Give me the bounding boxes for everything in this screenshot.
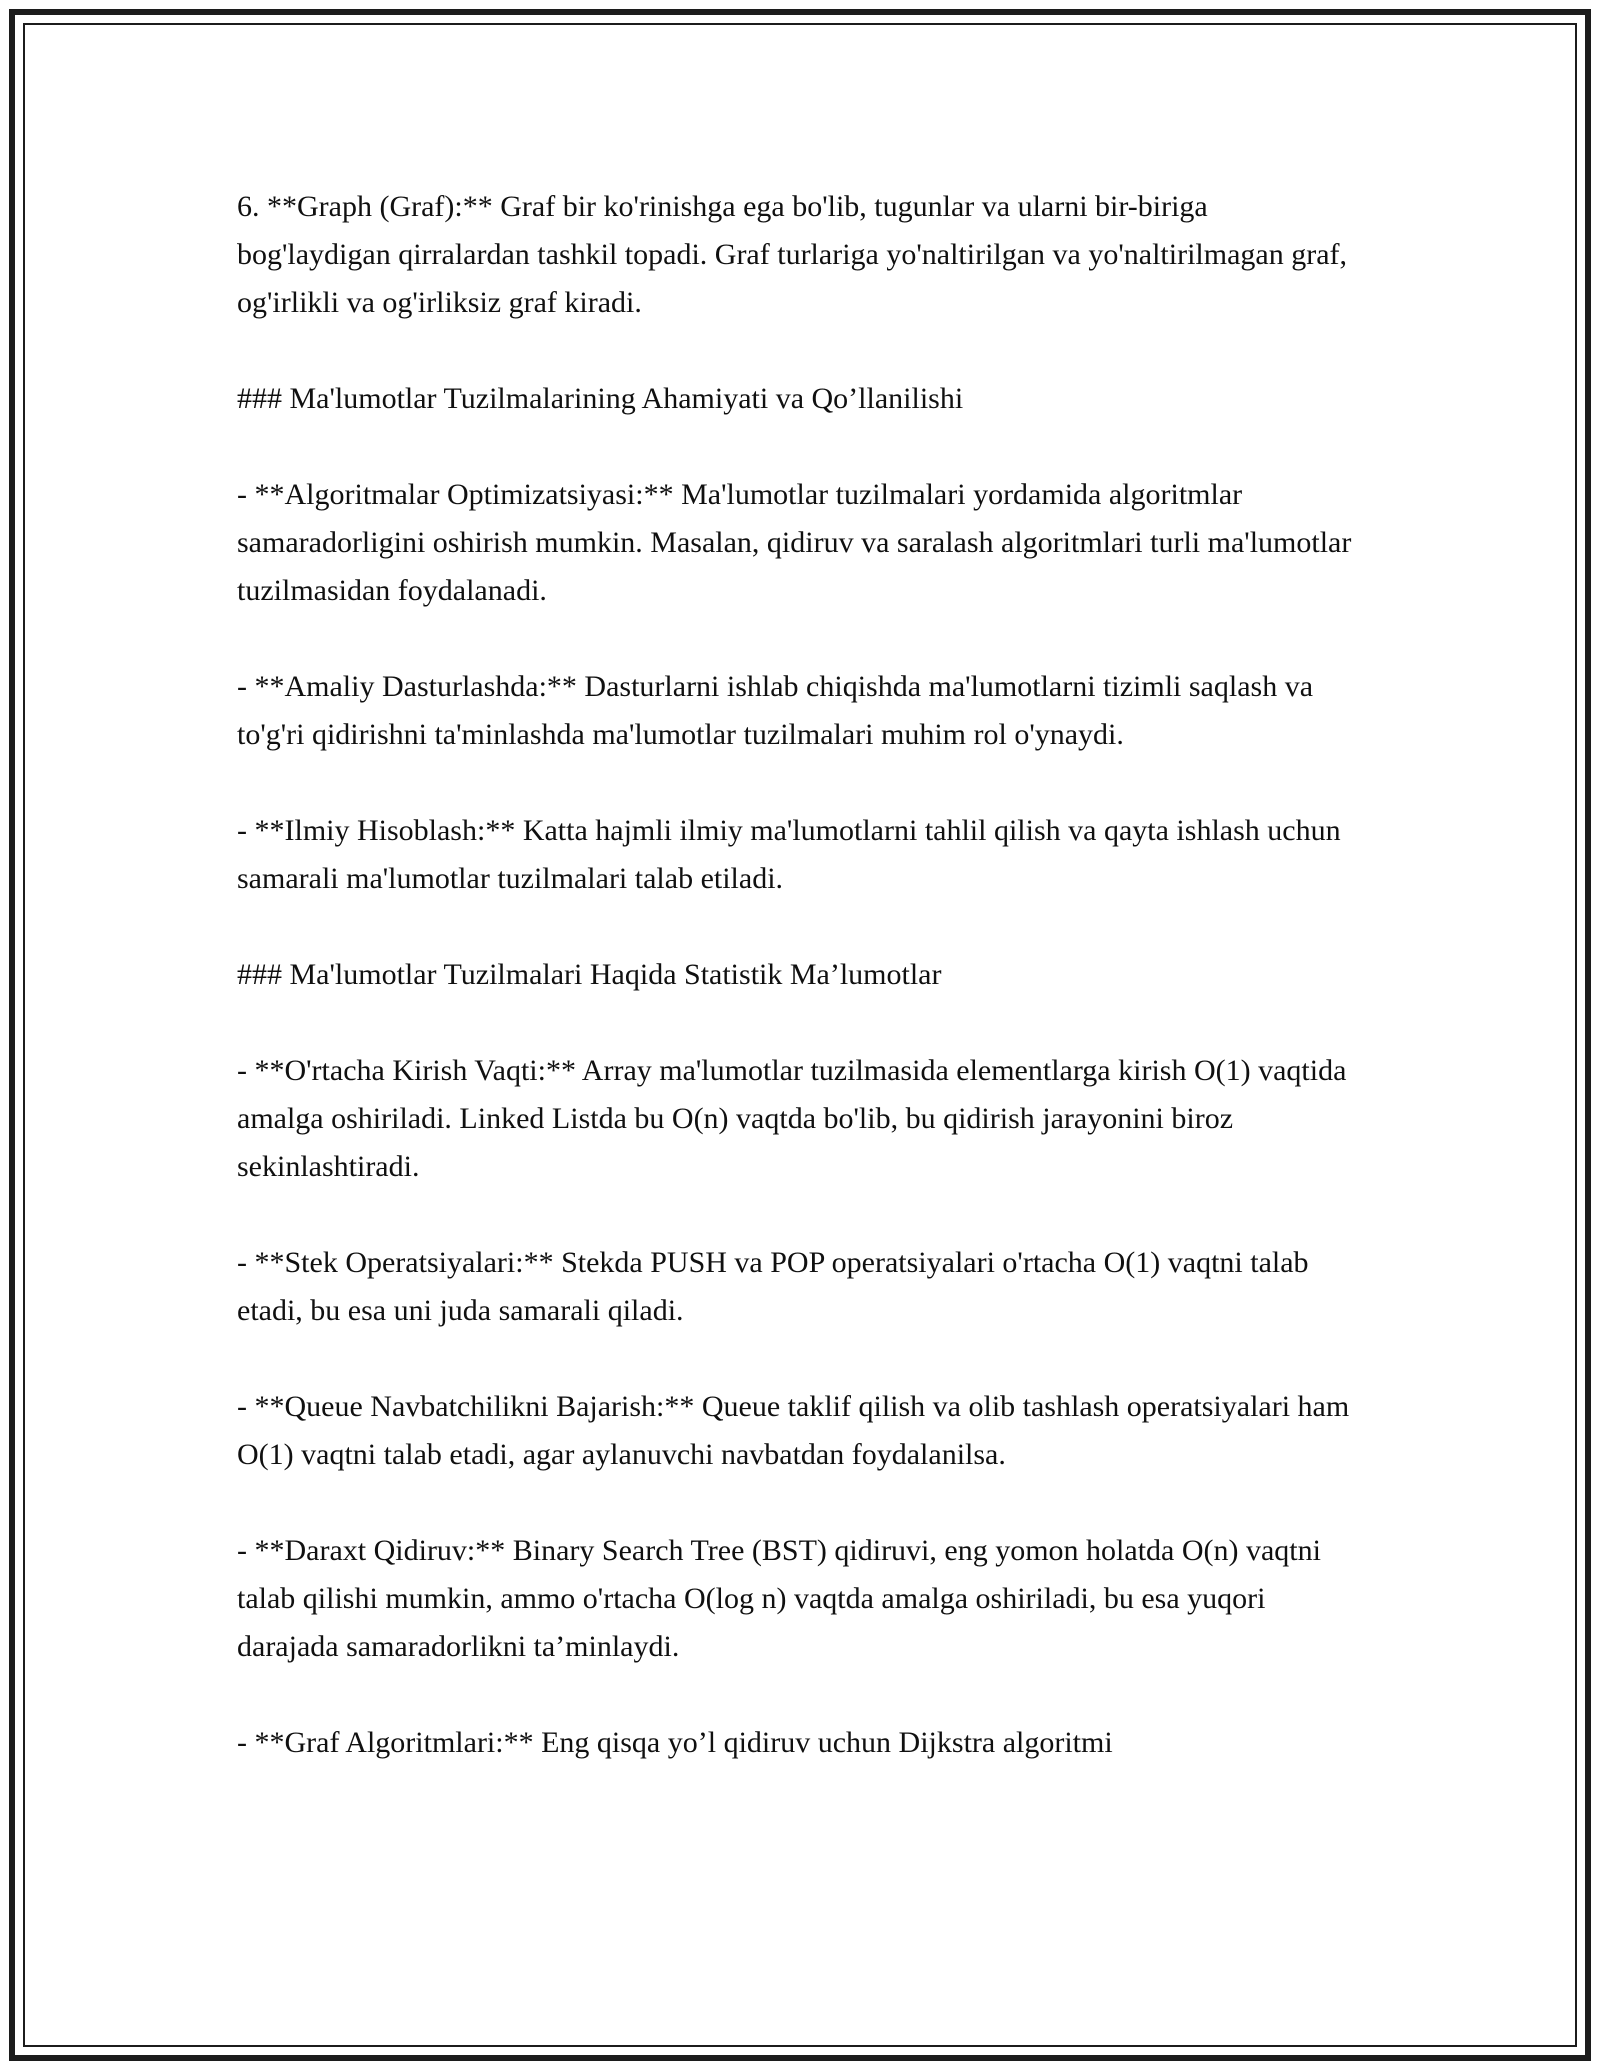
- paragraph-stek-operatsiyalari: - **Stek Operatsiyalari:** Stekda PUSH va POP operatsiyalari o'rtacha O(1) vaqtni talab etadi, bu esa uni juda samarali qiladi.: [237, 1246, 1317, 1327]
- heading-ahamiyati: ### Ma'lumotlar Tuzilmalarining Ahamiyati va Qo’llanilishi: [237, 382, 964, 415]
- page-inner-border: [23, 23, 1577, 2047]
- paragraph-graph-item: 6. **Graph (Graf):** Graf bir ko'rinishga ega bo'lib, tugunlar va ularni bir-biriga bog'laydigan qirralardan tashkil topadi. Graf turlariga yo'naltirilgan va yo'naltirilmagan graf, og'irlikli va og'irliksiz graf kiradi.: [237, 190, 1355, 319]
- paragraph-queue-navbatchilik: - **Queue Navbatchilikni Bajarish:** Queue taklif qilish va olib tashlash operatsiyalari ham O(1) vaqtni talab etadi, agar aylanuvchi navbatdan foydalanilsa.: [237, 1390, 1357, 1471]
- paragraph-ilmiy-hisoblash: - **Ilmiy Hisoblash:** Katta hajmli ilmiy ma'lumotlarni tahlil qilish va qayta ishlash uchun samarali ma'lumotlar tuzilmalari talab etiladi.: [237, 814, 1349, 895]
- page-outer-border: [9, 9, 1591, 2061]
- paragraph-graf-algoritmlari: - **Graf Algoritmlari:** Eng qisqa yo’l qidiruv uchun Dijkstra algoritmi: [237, 1726, 1113, 1759]
- document-content: [25, 25, 1575, 1767]
- paragraph-amaliy-dasturlashda: - **Amaliy Dasturlashda:** Dasturlarni ishlab chiqishda ma'lumotlarni tizimli saqlash va to'g'ri qidirishni ta'minlashda ma'lumotlar tuzilmalari muhim rol o'ynaydi.: [237, 670, 1321, 751]
- paragraph-ortacha-kirish-vaqti: - **O'rtacha Kirish Vaqti:** Array ma'lumotlar tuzilmasida elementlarga kirish O(1) vaqtida amalga oshiriladi. Linked Listda bu O(n) vaqtda bo'lib, bu qidirish jarayonini biroz sekinlashtiradi.: [237, 1054, 1354, 1183]
- paragraph-algoritmlar-optimizatsiyasi: - **Algoritmalar Optimizatsiyasi:** Ma'lumotlar tuzilmalari yordamida algoritmlar samaradorligini oshirish mumkin. Masalan, qidiruv va saralash algoritmlari turli ma'lumotlar tuzilmasidan foydalanadi.: [237, 478, 1359, 607]
- paragraph-daraxt-qidiruv: - **Daraxt Qidiruv:** Binary Search Tree (BST) qidiruvi, eng yomon holatda O(n) vaqtni talab qilishi mumkin, ammo o'rtacha O(log n) vaqtda amalga oshiriladi, bu esa yuqori darajada samaradorlikni ta’minlaydi.: [237, 1534, 1329, 1663]
- heading-statistik-malumotlar: ### Ma'lumotlar Tuzilmalari Haqida Statistik Ma’lumotlar: [237, 958, 942, 991]
